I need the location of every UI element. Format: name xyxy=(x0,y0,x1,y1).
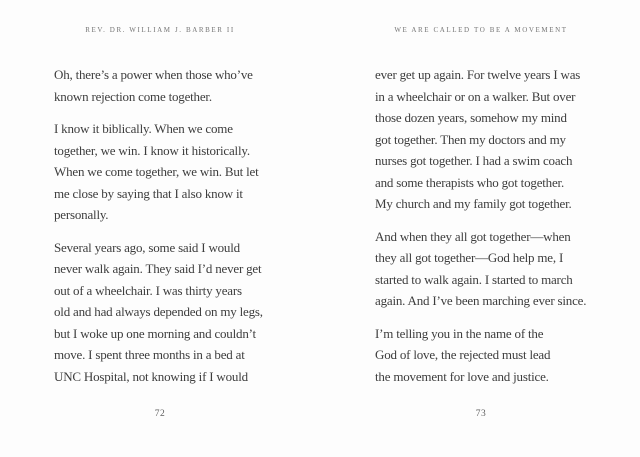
text-line: those dozen years, somehow my mind xyxy=(375,110,567,125)
left-page xyxy=(54,0,266,457)
text-line: My church and my family got together. xyxy=(375,196,572,211)
paragraph xyxy=(375,64,587,215)
text-line: UNC Hospital, not knowing if I would xyxy=(54,368,248,384)
text-line: Several years ago, some said I would xyxy=(54,239,240,255)
text-line: they all got together—God help me, I xyxy=(375,250,564,265)
page-number-right: 73 xyxy=(475,409,487,419)
paragraph xyxy=(375,226,587,312)
text-line: I know it biblically. When we come xyxy=(54,121,233,136)
left-page-body xyxy=(54,64,266,398)
right-page xyxy=(375,0,587,457)
text-line: known rejection come together. xyxy=(54,88,212,104)
text-line: nurses got together. I had a swim coach xyxy=(375,153,573,168)
text-line: together, we win. I know it historically. xyxy=(54,142,250,158)
text-line: again. And I’ve been marching ever since. xyxy=(375,293,587,308)
text-line: never walk again. They said I’d never get xyxy=(54,261,262,276)
text-line: ever get up again. For twelve years I was xyxy=(375,67,581,82)
text-line: me close by saying that I also know it xyxy=(54,185,243,201)
text-line: Oh, there’s a power when those who’ve xyxy=(54,67,253,82)
running-header-author: REV. DR. WILLIAM J. BARBER II xyxy=(85,26,235,34)
text-line: got together. Then my doctors and my xyxy=(375,131,566,147)
text-line: but I woke up one morning and couldn’t xyxy=(54,325,256,341)
text-line: When we come together, we win. But let xyxy=(54,164,259,179)
paragraph xyxy=(54,237,266,388)
paragraph xyxy=(54,118,266,226)
page-number-left: 72 xyxy=(154,409,166,419)
paragraph xyxy=(54,64,266,107)
text-line: God of love, the rejected must lead xyxy=(375,347,551,362)
text-line: and some therapists who got together. xyxy=(375,174,565,190)
text-line: personally. xyxy=(54,207,109,222)
text-line: in a wheelchair or on a walker. But over xyxy=(375,88,576,104)
text-line: out of a wheelchair. I was thirty years xyxy=(54,282,242,298)
text-line: started to walk again. I started to march xyxy=(375,271,573,287)
text-line: the movement for love and justice. xyxy=(375,368,549,384)
right-page-body xyxy=(375,64,587,398)
text-line: I’m telling you in the name of the xyxy=(375,325,544,341)
text-line: And when they all got together—when xyxy=(375,228,571,244)
text-line: old and had always depended on my legs, xyxy=(54,304,263,319)
running-header-title: WE ARE CALLED TO BE A MOVEMENT xyxy=(394,26,568,34)
text-line: move. I spent three months in a bed at xyxy=(54,347,245,362)
paragraph xyxy=(375,323,587,388)
